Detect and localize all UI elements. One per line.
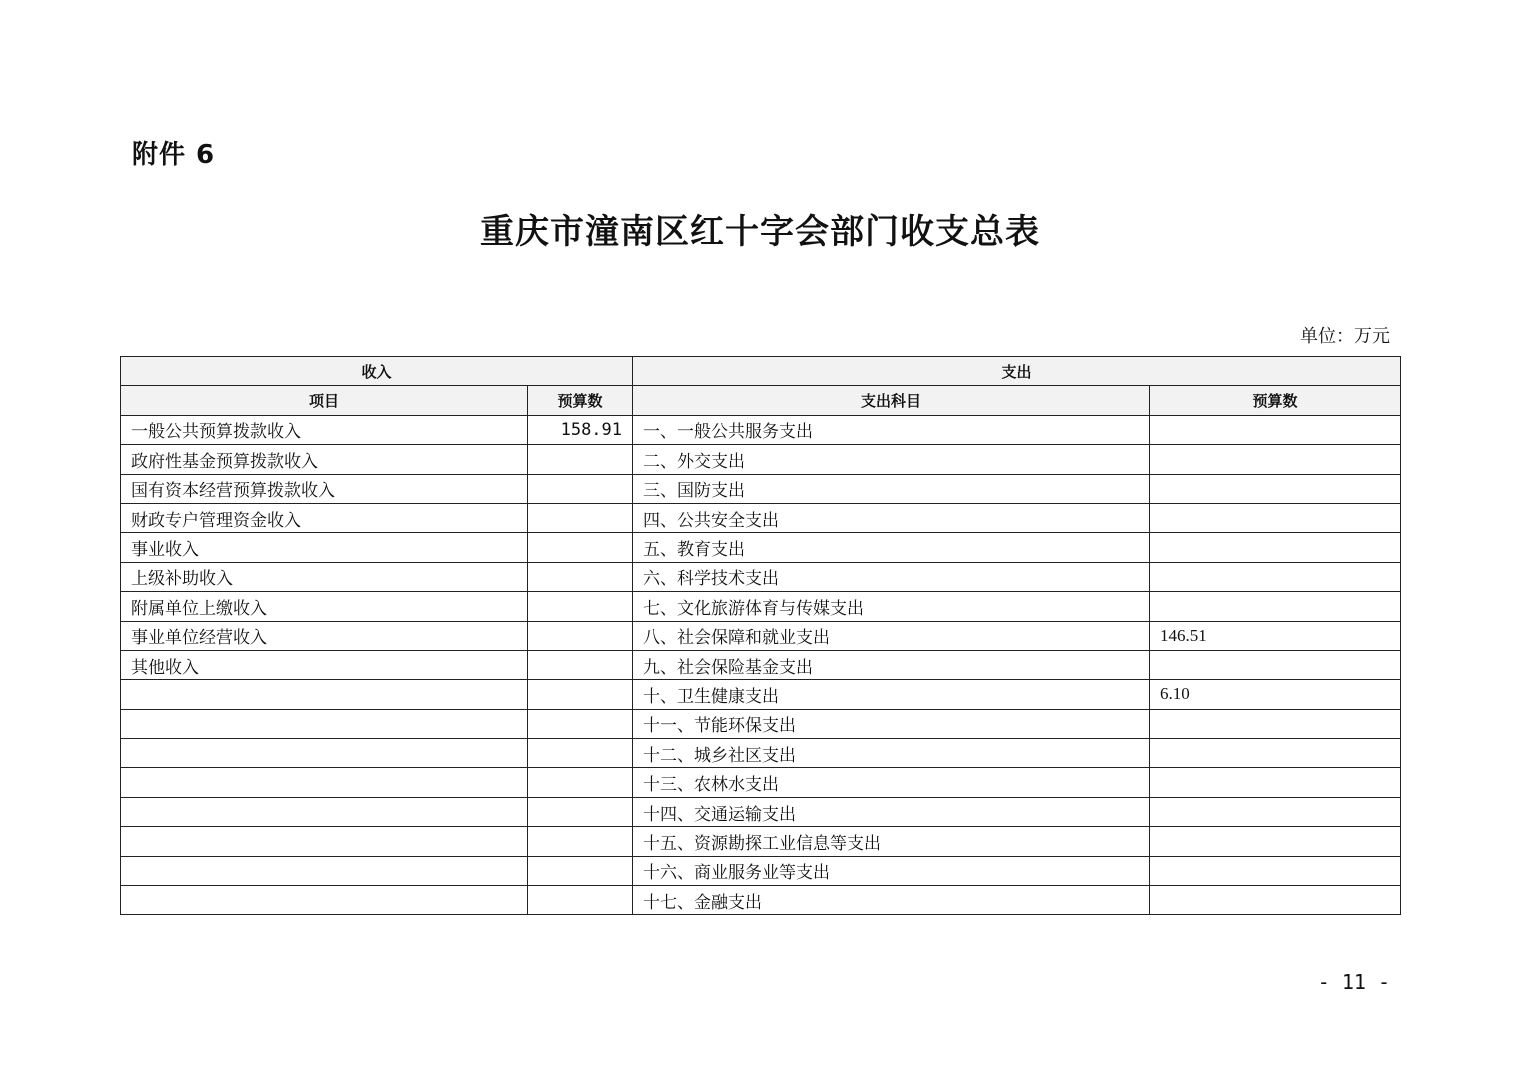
income-item-cell bbox=[121, 680, 528, 709]
table-body bbox=[121, 415, 1401, 915]
income-budget-cell: 158.91 bbox=[528, 415, 633, 444]
expense-item-cell: 十、卫生健康支出 bbox=[633, 680, 1150, 709]
attachment-label: 附件 6 bbox=[132, 140, 216, 170]
income-budget-cell bbox=[528, 827, 633, 856]
expense-group-header: 支出 bbox=[633, 357, 1401, 386]
table-row bbox=[121, 474, 1401, 503]
income-item-header: 项目 bbox=[121, 386, 528, 415]
income-budget-cell bbox=[528, 592, 633, 621]
expense-budget-cell bbox=[1150, 592, 1401, 621]
table-row bbox=[121, 415, 1401, 444]
expense-budget-cell bbox=[1150, 503, 1401, 532]
table-row bbox=[121, 621, 1401, 650]
expense-budget-cell bbox=[1150, 739, 1401, 768]
income-item-cell: 一般公共预算拨款收入 bbox=[121, 415, 528, 444]
income-item-cell: 附属单位上缴收入 bbox=[121, 592, 528, 621]
expense-budget-cell bbox=[1150, 445, 1401, 474]
expense-item-header: 支出科目 bbox=[633, 386, 1150, 415]
income-budget-cell bbox=[528, 856, 633, 885]
income-item-cell: 政府性基金预算拨款收入 bbox=[121, 445, 528, 474]
income-item-cell bbox=[121, 797, 528, 826]
unit-label: 单位：万元 bbox=[1300, 326, 1390, 347]
income-expense-table bbox=[120, 356, 1401, 915]
income-group-header: 收入 bbox=[121, 357, 633, 386]
expense-item-cell: 七、文化旅游体育与传媒支出 bbox=[633, 592, 1150, 621]
income-budget-cell bbox=[528, 768, 633, 797]
income-budget-cell bbox=[528, 739, 633, 768]
income-item-cell bbox=[121, 827, 528, 856]
income-budget-cell bbox=[528, 886, 633, 915]
expense-item-cell: 十五、资源勘探工业信息等支出 bbox=[633, 827, 1150, 856]
income-budget-cell bbox=[528, 797, 633, 826]
income-item-cell bbox=[121, 856, 528, 885]
expense-item-cell: 十六、商业服务业等支出 bbox=[633, 856, 1150, 885]
expense-item-cell: 一、一般公共服务支出 bbox=[633, 415, 1150, 444]
table-row bbox=[121, 445, 1401, 474]
income-item-cell: 事业收入 bbox=[121, 533, 528, 562]
expense-item-cell: 五、教育支出 bbox=[633, 533, 1150, 562]
expense-budget-cell bbox=[1150, 886, 1401, 915]
expense-budget-cell bbox=[1150, 562, 1401, 591]
income-item-cell bbox=[121, 886, 528, 915]
table-row bbox=[121, 856, 1401, 885]
table-row bbox=[121, 592, 1401, 621]
income-budget-cell bbox=[528, 650, 633, 679]
expense-item-cell: 十二、城乡社区支出 bbox=[633, 739, 1150, 768]
table-row bbox=[121, 739, 1401, 768]
expense-item-cell: 二、外交支出 bbox=[633, 445, 1150, 474]
income-budget-cell bbox=[528, 621, 633, 650]
group-header-row bbox=[121, 357, 1401, 386]
table-row bbox=[121, 650, 1401, 679]
expense-budget-cell bbox=[1150, 768, 1401, 797]
income-item-cell: 事业单位经营收入 bbox=[121, 621, 528, 650]
expense-budget-cell bbox=[1150, 474, 1401, 503]
expense-budget-cell bbox=[1150, 415, 1401, 444]
expense-item-cell: 十七、金融支出 bbox=[633, 886, 1150, 915]
expense-budget-cell: 6.10 bbox=[1150, 680, 1401, 709]
expense-item-cell: 十四、交通运输支出 bbox=[633, 797, 1150, 826]
income-item-cell: 国有资本经营预算拨款收入 bbox=[121, 474, 528, 503]
table-row bbox=[121, 562, 1401, 591]
income-item-cell bbox=[121, 739, 528, 768]
expense-budget-cell bbox=[1150, 797, 1401, 826]
expense-item-cell: 三、国防支出 bbox=[633, 474, 1150, 503]
table-row bbox=[121, 533, 1401, 562]
income-budget-cell bbox=[528, 562, 633, 591]
expense-item-cell: 九、社会保险基金支出 bbox=[633, 650, 1150, 679]
table-row bbox=[121, 680, 1401, 709]
income-item-cell bbox=[121, 709, 528, 738]
expense-budget-cell bbox=[1150, 650, 1401, 679]
income-item-cell: 上级补助收入 bbox=[121, 562, 528, 591]
expense-item-cell: 十一、节能环保支出 bbox=[633, 709, 1150, 738]
table-row bbox=[121, 709, 1401, 738]
income-item-cell: 财政专户管理资金收入 bbox=[121, 503, 528, 532]
table-row bbox=[121, 827, 1401, 856]
table-row bbox=[121, 797, 1401, 826]
page-number: - 11 - bbox=[1317, 970, 1390, 994]
expense-budget-header: 预算数 bbox=[1150, 386, 1401, 415]
income-budget-cell bbox=[528, 445, 633, 474]
expense-budget-cell bbox=[1150, 827, 1401, 856]
table-row bbox=[121, 503, 1401, 532]
expense-item-cell: 六、科学技术支出 bbox=[633, 562, 1150, 591]
income-budget-cell bbox=[528, 474, 633, 503]
expense-item-cell: 八、社会保障和就业支出 bbox=[633, 621, 1150, 650]
expense-budget-cell: 146.51 bbox=[1150, 621, 1401, 650]
table-row bbox=[121, 886, 1401, 915]
expense-budget-cell bbox=[1150, 709, 1401, 738]
expense-budget-cell bbox=[1150, 533, 1401, 562]
expense-item-cell: 四、公共安全支出 bbox=[633, 503, 1150, 532]
income-budget-cell bbox=[528, 533, 633, 562]
column-header-row bbox=[121, 386, 1401, 415]
income-budget-header: 预算数 bbox=[528, 386, 633, 415]
expense-item-cell: 十三、农林水支出 bbox=[633, 768, 1150, 797]
income-budget-cell bbox=[528, 503, 633, 532]
income-budget-cell bbox=[528, 709, 633, 738]
expense-budget-cell bbox=[1150, 856, 1401, 885]
page-title: 重庆市潼南区红十字会部门收支总表 bbox=[480, 212, 1040, 252]
income-item-cell bbox=[121, 768, 528, 797]
income-budget-cell bbox=[528, 680, 633, 709]
income-item-cell: 其他收入 bbox=[121, 650, 528, 679]
table-row bbox=[121, 768, 1401, 797]
